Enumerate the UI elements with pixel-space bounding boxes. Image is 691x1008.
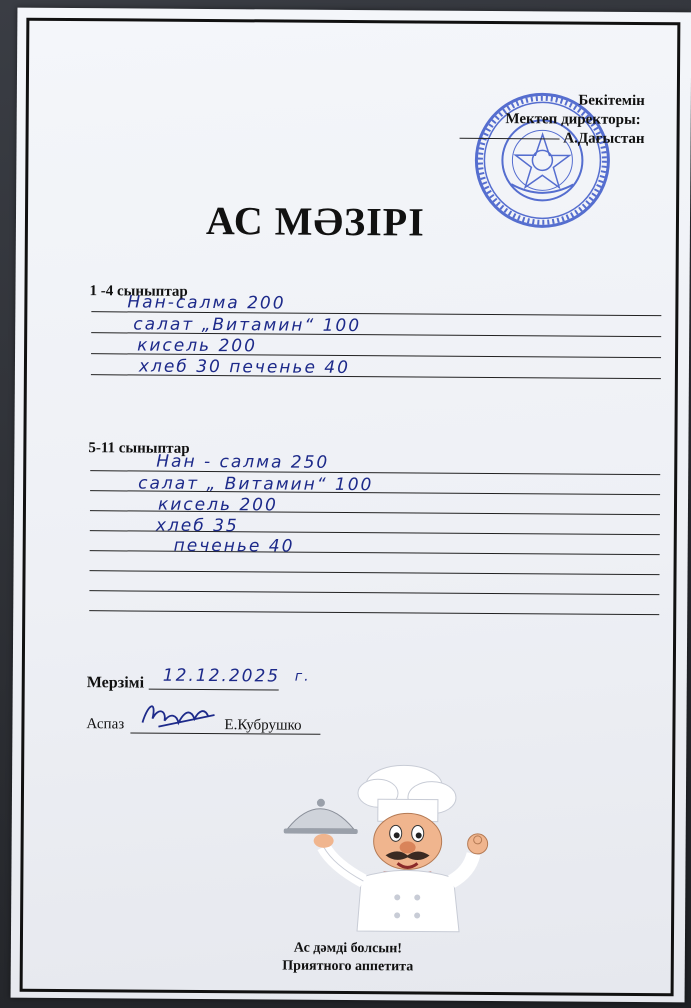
chef-illustration-icon bbox=[273, 754, 494, 934]
menu-item: Нан-салма 200 bbox=[127, 292, 286, 314]
menu-item: салат „ Витамин“ 100 bbox=[138, 473, 374, 496]
date-value: 12.12.2025 bbox=[162, 665, 281, 687]
approval-block bbox=[459, 91, 645, 149]
footer-kazakh: Ас дәмді болсын! bbox=[293, 940, 403, 957]
menu-item: Нан - салма 250 bbox=[156, 451, 330, 473]
approval-approved: Бекітемін bbox=[578, 92, 645, 110]
page-title: АС МӘЗІРІ bbox=[205, 197, 425, 245]
date-label: Мерзімі bbox=[86, 674, 145, 692]
menu-item: кисель 200 bbox=[137, 335, 258, 357]
menu-item: кисель 200 bbox=[157, 494, 278, 516]
section-heading-5-11: 5-11 сыныптар bbox=[88, 440, 190, 457]
menu-sheet bbox=[11, 8, 691, 1003]
section-heading-1-4: 1 -4 сыныптар bbox=[89, 283, 188, 300]
menu-item: хлеб 30 печенье 40 bbox=[138, 356, 351, 378]
menu-item: салат „Витамин“ 100 bbox=[133, 314, 362, 337]
date-suffix: г. bbox=[294, 668, 311, 685]
signature-line bbox=[459, 138, 559, 140]
cook-name: Е.Кубрушко bbox=[224, 717, 302, 734]
approval-position: Мектеп директоры: bbox=[505, 111, 641, 129]
signature-icon bbox=[138, 697, 218, 736]
menu-item: хлеб 35 bbox=[155, 515, 239, 537]
approval-director-name: А.Дағыстан bbox=[563, 130, 645, 148]
cook-label: Аспаз bbox=[86, 716, 125, 733]
footer bbox=[11, 938, 685, 979]
menu-item: печенье 40 bbox=[173, 535, 295, 557]
footer-russian: Приятного аппетита bbox=[282, 958, 414, 975]
